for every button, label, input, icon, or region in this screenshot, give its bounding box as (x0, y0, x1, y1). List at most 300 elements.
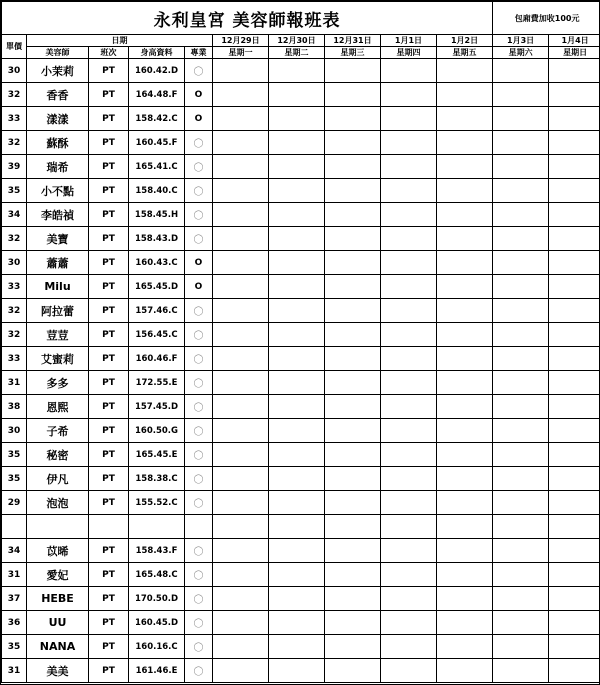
spec-cell: 〇 (185, 443, 213, 467)
stats-cell: 158.40.C (129, 179, 185, 203)
schedule-cell[interactable] (493, 371, 549, 395)
stats-cell: 160.16.C (129, 635, 185, 659)
spec-cell: 〇 (185, 467, 213, 491)
schedule-cell[interactable] (493, 131, 549, 155)
spec-cell: 〇 (185, 323, 213, 347)
name-cell: 漾漾 (27, 107, 89, 131)
schedule-cell[interactable] (381, 443, 437, 467)
rate-cell: 35 (2, 467, 27, 491)
schedule-cell[interactable] (325, 371, 381, 395)
empty-cell[interactable] (185, 515, 213, 539)
schedule-cell[interactable] (325, 659, 381, 683)
schedule-cell[interactable] (437, 395, 493, 419)
schedule-cell[interactable] (269, 323, 325, 347)
schedule-cell[interactable] (325, 275, 381, 299)
spec-cell: 〇 (185, 491, 213, 515)
table-row (2, 539, 600, 563)
shift-cell: PT (89, 587, 129, 611)
spec-cell: 〇 (185, 59, 213, 83)
schedule-cell[interactable] (269, 563, 325, 587)
stats-cell: 165.48.C (129, 563, 185, 587)
stats-cell: 164.48.F (129, 83, 185, 107)
schedule-cell[interactable] (325, 323, 381, 347)
schedule-cell[interactable] (381, 563, 437, 587)
shift-header: 班次 (89, 47, 129, 59)
day-date: 1月4日 (549, 35, 600, 47)
schedule-cell[interactable] (325, 155, 381, 179)
rate-cell: 37 (2, 587, 27, 611)
schedule-cell[interactable] (325, 347, 381, 371)
schedule-cell[interactable] (493, 323, 549, 347)
schedule-cell[interactable] (213, 635, 269, 659)
schedule-cell[interactable] (381, 635, 437, 659)
schedule-cell[interactable] (493, 635, 549, 659)
name-cell: 子希 (27, 419, 89, 443)
schedule-cell[interactable] (269, 419, 325, 443)
schedule-cell[interactable] (381, 83, 437, 107)
schedule-cell[interactable] (213, 275, 269, 299)
spec-cell: 〇 (185, 539, 213, 563)
rate-cell: 31 (2, 563, 27, 587)
schedule-cell[interactable] (269, 395, 325, 419)
empty-cell[interactable] (2, 515, 27, 539)
schedule-cell[interactable] (325, 635, 381, 659)
spec-cell: 〇 (185, 131, 213, 155)
schedule-cell[interactable] (493, 275, 549, 299)
schedule-cell[interactable] (493, 659, 549, 683)
stats-cell: 161.46.E (129, 659, 185, 683)
table-row (2, 371, 600, 395)
schedule-cell[interactable] (549, 395, 600, 419)
spec-cell: 〇 (185, 659, 213, 683)
empty-cell[interactable] (89, 515, 129, 539)
schedule-cell[interactable] (325, 83, 381, 107)
schedule-cell[interactable] (549, 563, 600, 587)
name-cell: UU (27, 611, 89, 635)
shift-cell: PT (89, 467, 129, 491)
day-weekday: 星期六 (493, 47, 549, 59)
schedule-cell[interactable] (381, 539, 437, 563)
schedule-cell[interactable] (269, 587, 325, 611)
schedule-cell[interactable] (269, 275, 325, 299)
spec-cell: O (185, 275, 213, 299)
schedule-cell[interactable] (549, 227, 600, 251)
roster-table (1, 1, 600, 683)
schedule-cell[interactable] (213, 203, 269, 227)
schedule-cell[interactable] (437, 467, 493, 491)
stats-cell: 165.41.C (129, 155, 185, 179)
schedule-cell[interactable] (269, 179, 325, 203)
schedule-cell[interactable] (381, 299, 437, 323)
schedule-cell[interactable] (381, 491, 437, 515)
schedule-cell[interactable] (381, 347, 437, 371)
stats-cell: 158.43.F (129, 539, 185, 563)
schedule-cell[interactable] (549, 83, 600, 107)
schedule-cell[interactable] (213, 467, 269, 491)
rate-cell: 32 (2, 131, 27, 155)
schedule-cell[interactable] (381, 131, 437, 155)
schedule-cell[interactable] (437, 59, 493, 83)
schedule-cell[interactable] (325, 59, 381, 83)
stats-cell: 158.45.H (129, 203, 185, 227)
stats-cell: 156.45.C (129, 323, 185, 347)
shift-cell: PT (89, 443, 129, 467)
schedule-cell[interactable] (269, 491, 325, 515)
shift-cell: PT (89, 299, 129, 323)
schedule-cell[interactable] (213, 395, 269, 419)
spec-cell: 〇 (185, 203, 213, 227)
schedule-cell[interactable] (213, 227, 269, 251)
table-row (2, 179, 600, 203)
table-row (2, 659, 600, 683)
spec-cell: 〇 (185, 635, 213, 659)
schedule-cell[interactable] (493, 491, 549, 515)
schedule-cell[interactable] (493, 587, 549, 611)
schedule-cell[interactable] (437, 347, 493, 371)
name-cell: 小茉莉 (27, 59, 89, 83)
schedule-cell[interactable] (213, 299, 269, 323)
schedule-cell[interactable] (269, 83, 325, 107)
schedule-cell[interactable] (381, 419, 437, 443)
schedule-cell[interactable] (493, 299, 549, 323)
schedule-cell[interactable] (549, 467, 600, 491)
table-row (2, 611, 600, 635)
schedule-cell[interactable] (493, 59, 549, 83)
stats-header: 身高資料 (129, 47, 185, 59)
schedule-cell[interactable] (549, 659, 600, 683)
schedule-cell[interactable] (213, 443, 269, 467)
day-weekday: 星期五 (437, 47, 493, 59)
schedule-cell[interactable] (437, 371, 493, 395)
schedule-cell[interactable] (381, 323, 437, 347)
schedule-cell[interactable] (437, 563, 493, 587)
name-cell: 愛妃 (27, 563, 89, 587)
schedule-cell[interactable] (325, 299, 381, 323)
schedule-cell[interactable] (549, 131, 600, 155)
schedule-cell[interactable] (269, 443, 325, 467)
empty-row (2, 515, 600, 539)
schedule-cell[interactable] (549, 275, 600, 299)
schedule-cell[interactable] (269, 107, 325, 131)
schedule-cell[interactable] (437, 635, 493, 659)
table-row (2, 467, 600, 491)
schedule-cell[interactable] (269, 251, 325, 275)
table-row (2, 635, 600, 659)
rate-cell: 38 (2, 395, 27, 419)
empty-cell[interactable] (269, 515, 325, 539)
spec-cell: O (185, 251, 213, 275)
stats-cell: 157.46.C (129, 299, 185, 323)
spec-cell: 〇 (185, 299, 213, 323)
table-row (2, 323, 600, 347)
stats-cell: 158.42.C (129, 107, 185, 131)
schedule-cell[interactable] (549, 635, 600, 659)
stats-cell: 157.45.D (129, 395, 185, 419)
schedule-cell[interactable] (549, 539, 600, 563)
schedule-cell[interactable] (381, 251, 437, 275)
schedule-cell[interactable] (213, 179, 269, 203)
empty-cell[interactable] (213, 515, 269, 539)
empty-cell[interactable] (549, 515, 600, 539)
schedule-cell[interactable] (381, 107, 437, 131)
schedule-cell[interactable] (381, 227, 437, 251)
schedule-cell[interactable] (437, 275, 493, 299)
schedule-cell[interactable] (493, 419, 549, 443)
schedule-cell[interactable] (325, 491, 381, 515)
day-date: 1月3日 (493, 35, 549, 47)
name-cell: NANA (27, 635, 89, 659)
schedule-cell[interactable] (437, 323, 493, 347)
schedule-cell[interactable] (437, 227, 493, 251)
surcharge-note: 包廂費加收100元 (493, 2, 600, 35)
schedule-cell[interactable] (269, 131, 325, 155)
name-cell: 瑞希 (27, 155, 89, 179)
schedule-cell[interactable] (213, 587, 269, 611)
schedule-cell[interactable] (437, 491, 493, 515)
schedule-cell[interactable] (493, 347, 549, 371)
schedule-cell[interactable] (325, 203, 381, 227)
empty-cell[interactable] (129, 515, 185, 539)
schedule-cell[interactable] (549, 347, 600, 371)
schedule-cell[interactable] (437, 155, 493, 179)
empty-cell[interactable] (493, 515, 549, 539)
stats-cell: 160.50.G (129, 419, 185, 443)
name-cell: 阿拉蕾 (27, 299, 89, 323)
shift-cell: PT (89, 251, 129, 275)
schedule-cell[interactable] (437, 419, 493, 443)
schedule-cell[interactable] (269, 611, 325, 635)
schedule-cell[interactable] (549, 419, 600, 443)
schedule-cell[interactable] (549, 299, 600, 323)
schedule-cell[interactable] (493, 155, 549, 179)
schedule-cell[interactable] (381, 179, 437, 203)
schedule-cell[interactable] (213, 659, 269, 683)
shift-cell: PT (89, 611, 129, 635)
name-cell: 苡晞 (27, 539, 89, 563)
schedule-cell[interactable] (269, 347, 325, 371)
schedule-cell[interactable] (213, 107, 269, 131)
stats-cell: 160.45.F (129, 131, 185, 155)
schedule-cell[interactable] (325, 419, 381, 443)
schedule-cell[interactable] (269, 635, 325, 659)
name-cell: HEBE (27, 587, 89, 611)
schedule-cell[interactable] (437, 443, 493, 467)
rate-cell: 31 (2, 371, 27, 395)
schedule-cell[interactable] (493, 443, 549, 467)
date-header: 日期 (27, 35, 213, 47)
schedule-cell[interactable] (437, 299, 493, 323)
schedule-cell[interactable] (213, 611, 269, 635)
spec-cell: 〇 (185, 395, 213, 419)
rate-cell: 35 (2, 443, 27, 467)
schedule-cell[interactable] (213, 155, 269, 179)
rate-cell: 39 (2, 155, 27, 179)
schedule-cell[interactable] (493, 539, 549, 563)
schedule-cell[interactable] (437, 659, 493, 683)
schedule-cell[interactable] (381, 203, 437, 227)
rate-cell: 32 (2, 323, 27, 347)
shift-cell: PT (89, 395, 129, 419)
schedule-cell[interactable] (213, 59, 269, 83)
name-cell: 蘇酥 (27, 131, 89, 155)
schedule-cell[interactable] (437, 539, 493, 563)
schedule-cell[interactable] (493, 611, 549, 635)
schedule-cell[interactable] (213, 83, 269, 107)
table-row (2, 251, 600, 275)
schedule-cell[interactable] (493, 227, 549, 251)
name-cell: 伊凡 (27, 467, 89, 491)
schedule-cell[interactable] (325, 539, 381, 563)
schedule-cell[interactable] (437, 251, 493, 275)
schedule-cell[interactable] (213, 491, 269, 515)
schedule-cell[interactable] (493, 251, 549, 275)
schedule-cell[interactable] (549, 203, 600, 227)
schedule-cell[interactable] (213, 323, 269, 347)
spec-cell: 〇 (185, 611, 213, 635)
schedule-cell[interactable] (437, 83, 493, 107)
stats-cell: 160.43.C (129, 251, 185, 275)
schedule-cell[interactable] (325, 179, 381, 203)
schedule-cell[interactable] (493, 395, 549, 419)
schedule-cell[interactable] (437, 203, 493, 227)
schedule-cell[interactable] (269, 371, 325, 395)
schedule-cell[interactable] (549, 107, 600, 131)
empty-cell[interactable] (325, 515, 381, 539)
schedule-cell[interactable] (549, 251, 600, 275)
stats-cell: 160.45.D (129, 611, 185, 635)
schedule-cell[interactable] (493, 467, 549, 491)
schedule-cell[interactable] (549, 371, 600, 395)
spec-cell: 〇 (185, 371, 213, 395)
schedule-cell[interactable] (213, 251, 269, 275)
shift-cell: PT (89, 155, 129, 179)
schedule-cell[interactable] (549, 179, 600, 203)
table-row (2, 563, 600, 587)
spec-cell: O (185, 83, 213, 107)
schedule-cell[interactable] (549, 59, 600, 83)
shift-cell: PT (89, 203, 129, 227)
schedule-cell[interactable] (325, 587, 381, 611)
schedule-cell[interactable] (269, 227, 325, 251)
day-weekday: 星期四 (381, 47, 437, 59)
name-header: 美容師 (27, 47, 89, 59)
schedule-cell[interactable] (213, 131, 269, 155)
stats-cell: 158.38.C (129, 467, 185, 491)
name-cell: 香香 (27, 83, 89, 107)
schedule-cell[interactable] (381, 59, 437, 83)
schedule-cell[interactable] (437, 131, 493, 155)
name-cell: 美美 (27, 659, 89, 683)
schedule-cell[interactable] (213, 563, 269, 587)
schedule-cell[interactable] (549, 443, 600, 467)
schedule-cell[interactable] (325, 443, 381, 467)
schedule-cell[interactable] (325, 251, 381, 275)
schedule-cell[interactable] (549, 491, 600, 515)
schedule-cell[interactable] (269, 659, 325, 683)
schedule-cell[interactable] (381, 155, 437, 179)
rate-cell: 31 (2, 659, 27, 683)
stats-cell: 155.52.C (129, 491, 185, 515)
schedule-cell[interactable] (381, 611, 437, 635)
table-row (2, 155, 600, 179)
schedule-cell[interactable] (437, 179, 493, 203)
schedule-cell[interactable] (269, 155, 325, 179)
schedule-cell[interactable] (493, 563, 549, 587)
spec-cell: 〇 (185, 347, 213, 371)
stats-cell: 160.46.F (129, 347, 185, 371)
empty-cell[interactable] (27, 515, 89, 539)
table-row (2, 227, 600, 251)
table-row (2, 83, 600, 107)
schedule-cell[interactable] (269, 467, 325, 491)
schedule-cell[interactable] (381, 395, 437, 419)
rate-cell: 32 (2, 227, 27, 251)
table-row (2, 587, 600, 611)
schedule-cell[interactable] (437, 107, 493, 131)
schedule-cell[interactable] (325, 107, 381, 131)
schedule-cell[interactable] (213, 539, 269, 563)
shift-cell: PT (89, 227, 129, 251)
stats-cell: 160.42.D (129, 59, 185, 83)
table-row (2, 299, 600, 323)
schedule-cell[interactable] (549, 611, 600, 635)
spec-cell: 〇 (185, 587, 213, 611)
schedule-cell[interactable] (325, 611, 381, 635)
schedule-cell[interactable] (437, 587, 493, 611)
day-weekday: 星期一 (213, 47, 269, 59)
shift-cell: PT (89, 347, 129, 371)
spec-cell: O (185, 107, 213, 131)
schedule-cell[interactable] (269, 59, 325, 83)
schedule-cell[interactable] (493, 203, 549, 227)
schedule-cell[interactable] (381, 587, 437, 611)
schedule-cell[interactable] (213, 419, 269, 443)
schedule-cell[interactable] (213, 347, 269, 371)
schedule-cell[interactable] (437, 611, 493, 635)
stats-cell: 165.45.D (129, 275, 185, 299)
shift-cell: PT (89, 371, 129, 395)
schedule-cell[interactable] (325, 467, 381, 491)
schedule-cell[interactable] (549, 587, 600, 611)
empty-cell[interactable] (437, 515, 493, 539)
header-row-columns (2, 47, 600, 59)
schedule-cell[interactable] (381, 275, 437, 299)
empty-cell[interactable] (381, 515, 437, 539)
schedule-cell[interactable] (381, 467, 437, 491)
table-row (2, 491, 600, 515)
schedule-cell[interactable] (325, 227, 381, 251)
schedule-cell[interactable] (549, 155, 600, 179)
schedule-cell[interactable] (269, 539, 325, 563)
schedule-cell[interactable] (213, 371, 269, 395)
schedule-cell[interactable] (325, 563, 381, 587)
shift-cell: PT (89, 563, 129, 587)
stats-cell: 170.50.D (129, 587, 185, 611)
shift-cell: PT (89, 83, 129, 107)
schedule-cell[interactable] (493, 179, 549, 203)
schedule-cell[interactable] (549, 323, 600, 347)
schedule-cell[interactable] (381, 371, 437, 395)
schedule-cell[interactable] (325, 395, 381, 419)
schedule-cell[interactable] (493, 83, 549, 107)
schedule-cell[interactable] (325, 131, 381, 155)
schedule-cell[interactable] (269, 299, 325, 323)
spec-cell: 〇 (185, 419, 213, 443)
schedule-cell[interactable] (493, 107, 549, 131)
shift-cell: PT (89, 419, 129, 443)
schedule-cell[interactable] (269, 203, 325, 227)
schedule-cell[interactable] (381, 659, 437, 683)
